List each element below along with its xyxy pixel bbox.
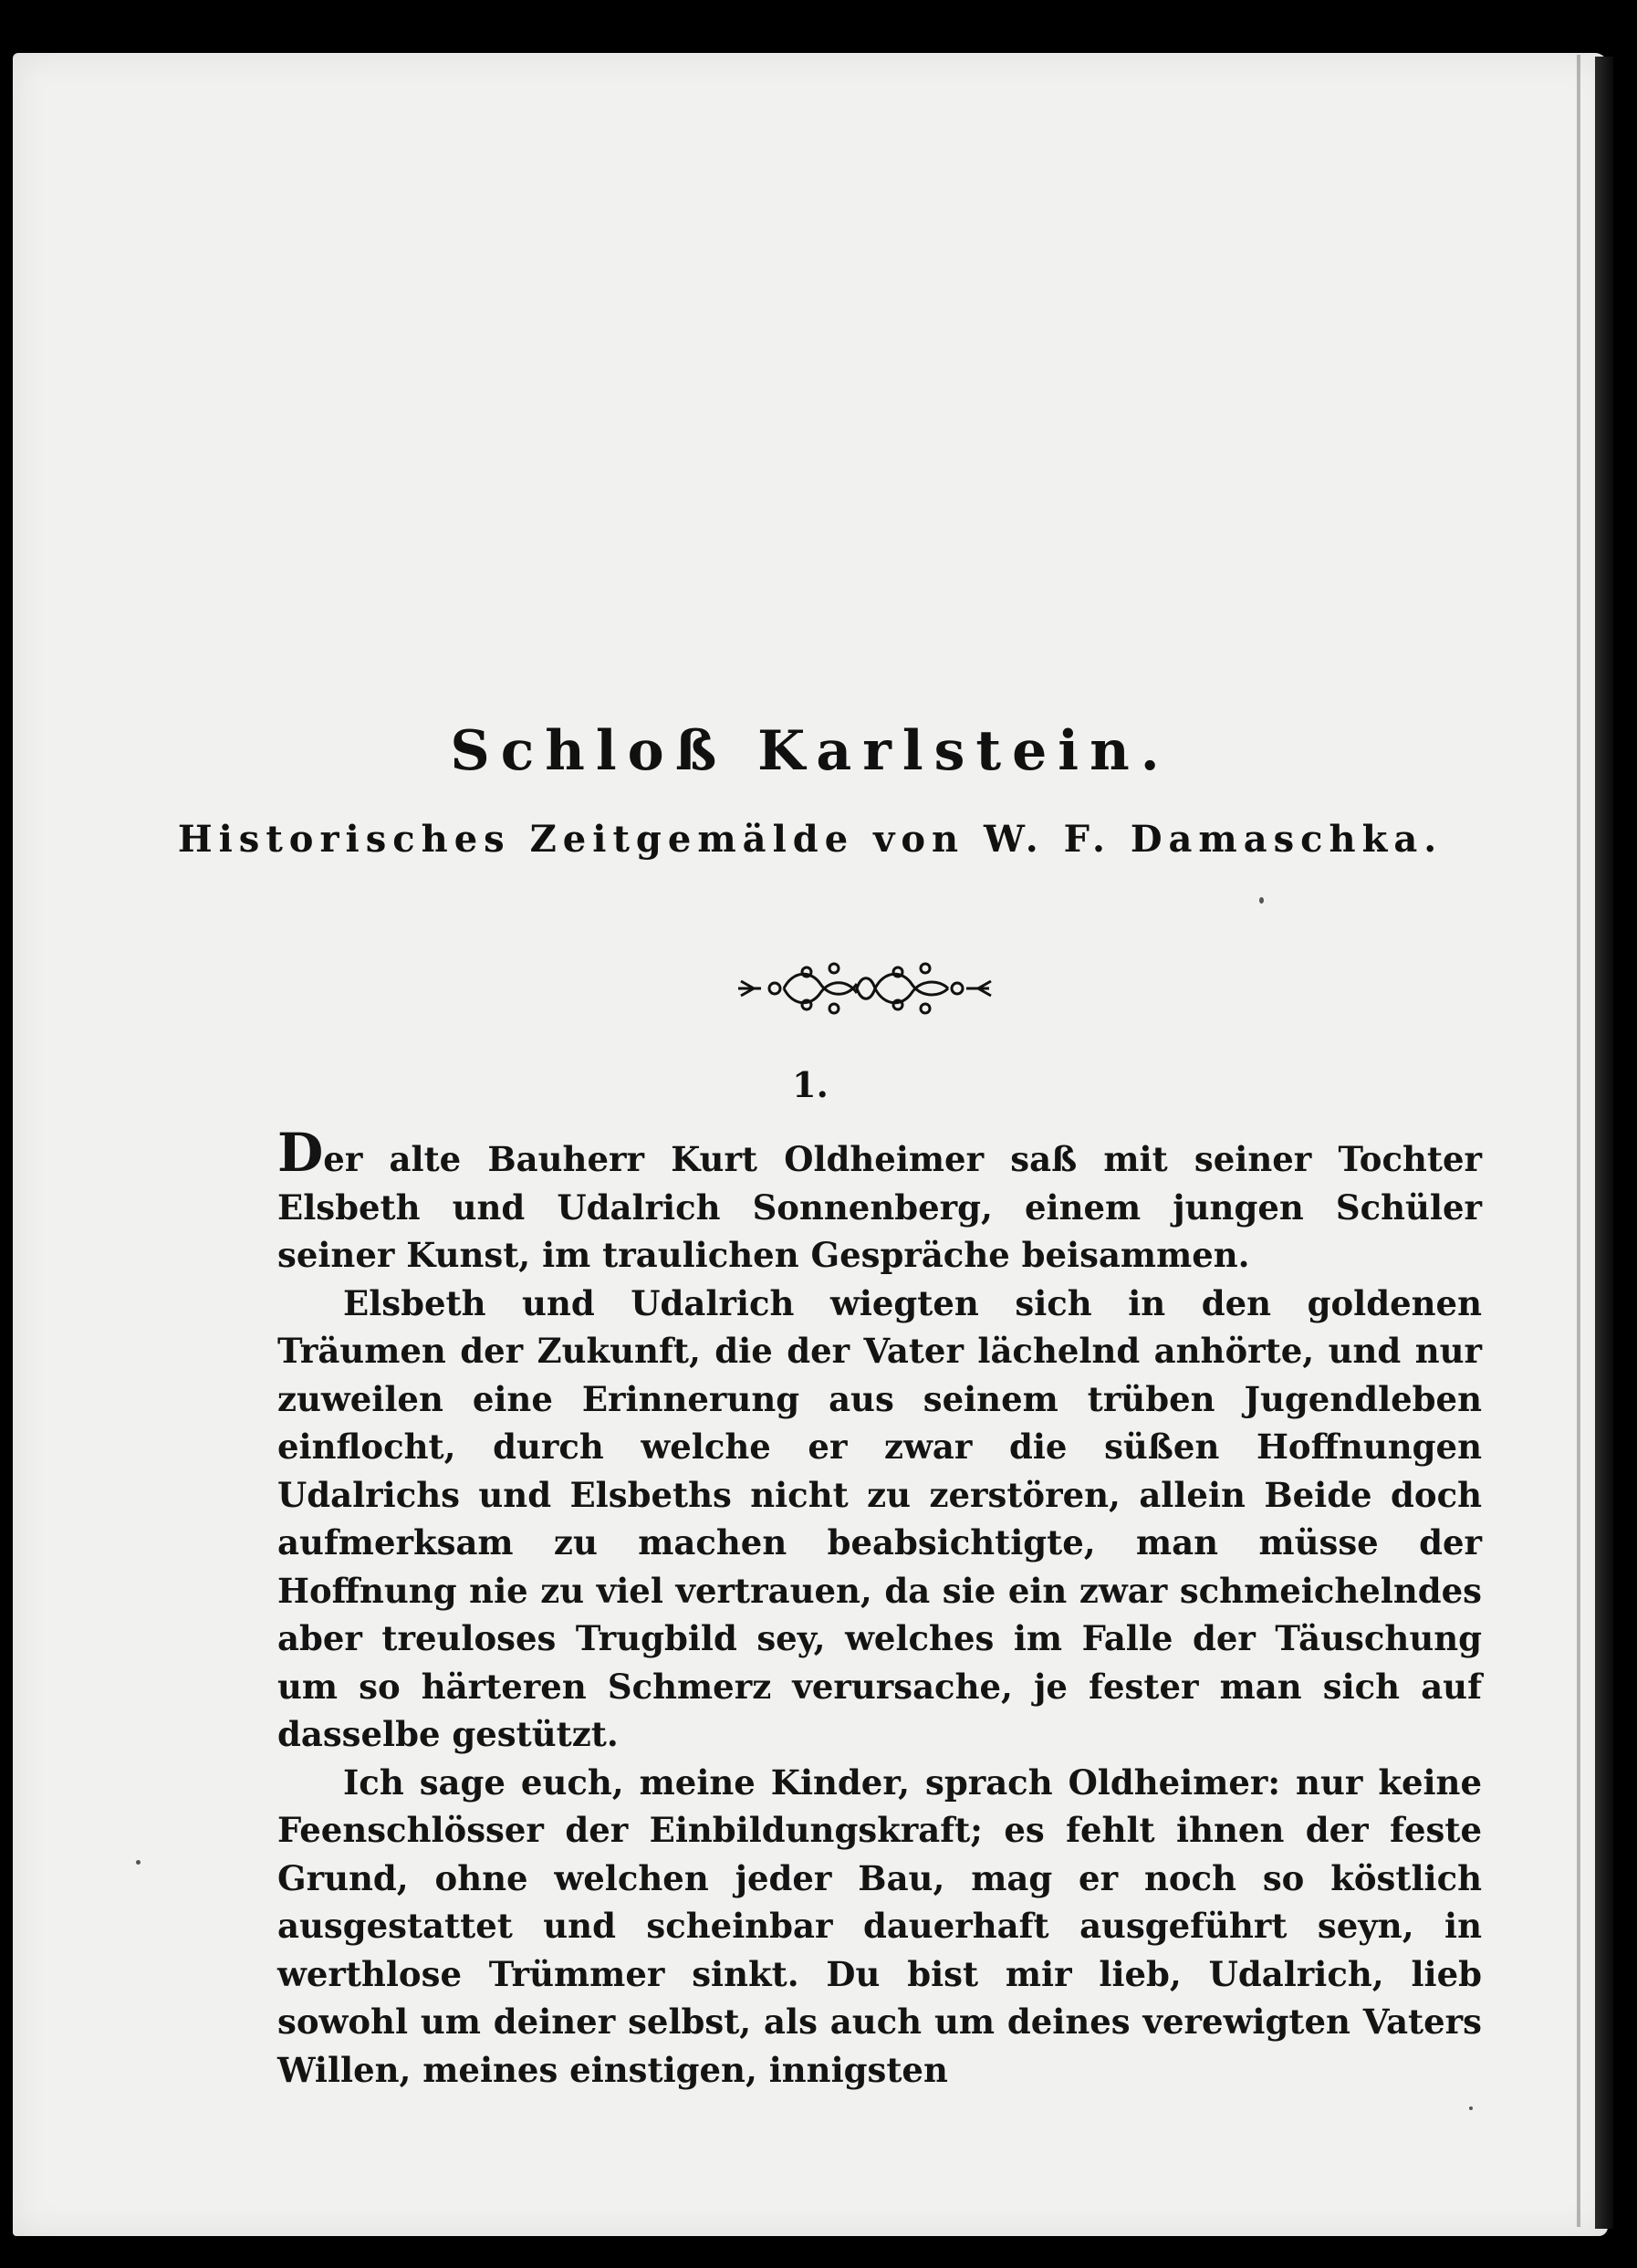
- body-text: [277, 1122, 1482, 2094]
- paragraph-3: Ich sage euch, meine Kinder, sprach Oldheimer: nur keine Feenschlösser der Einbildungskraft; es fehlt ihnen der feste Grund, ohne welchen jeder Bau, mag er noch so köstlich ausgestattet und scheinbar dauerhaft ausgeführt seyn, in werthlose Trümmer sinkt. Du bist mir lieb, Udalrich, lieb sowohl um deiner selbst, als auch um deines verewigten Vaters Willen, meines einstigen, innigsten: [277, 1761, 1482, 2090]
- chapter-number: 1.: [792, 1064, 829, 1105]
- decorative-vignette-icon: [734, 952, 998, 1025]
- page-edge: [1595, 57, 1613, 2229]
- paper-speck: [1259, 897, 1264, 904]
- paper-speck: [136, 1860, 141, 1865]
- book-page: [13, 53, 1608, 2236]
- drop-cap: D: [277, 1122, 324, 1184]
- paper-speck: [1469, 2106, 1473, 2110]
- paragraph-1-text: er alte Bauherr Kurt Oldheimer saß mit seiner Tochter Elsbeth und Udalrich Sonnenberg, einem jungen Schüler seiner Kunst, im traulichen Gespräche beisammen.: [277, 1139, 1482, 1275]
- page-fold: [1577, 55, 1580, 2227]
- paragraph-1: [277, 1122, 1482, 1280]
- page-title: Schloß Karlstein.: [450, 719, 1171, 783]
- paragraph-2: Elsbeth und Udalrich wiegten sich in den goldenen Träumen der Zukunft, die der Vater lächelnd anhörte, und nur zuweilen eine Erinnerung aus seinem trüben Jugendleben einflocht, durch welche er zwar die süßen Hoffnungen Udalrichs und Elsbeths nicht zu zerstören, allein Beide doch aufmerksam zu machen beabsichtigte, man müsse der Hoffnung nie zu viel vertrauen, da sie ein zwar schmeichelndes aber treuloses Trugbild sey, welches im Falle der Täuschung um so härteren Schmerz verursache, je fester man sich auf dasselbe gestützt.: [277, 1282, 1482, 1754]
- page-subtitle: Historisches Zeitgemälde von W. F. Damaschka.: [177, 818, 1444, 861]
